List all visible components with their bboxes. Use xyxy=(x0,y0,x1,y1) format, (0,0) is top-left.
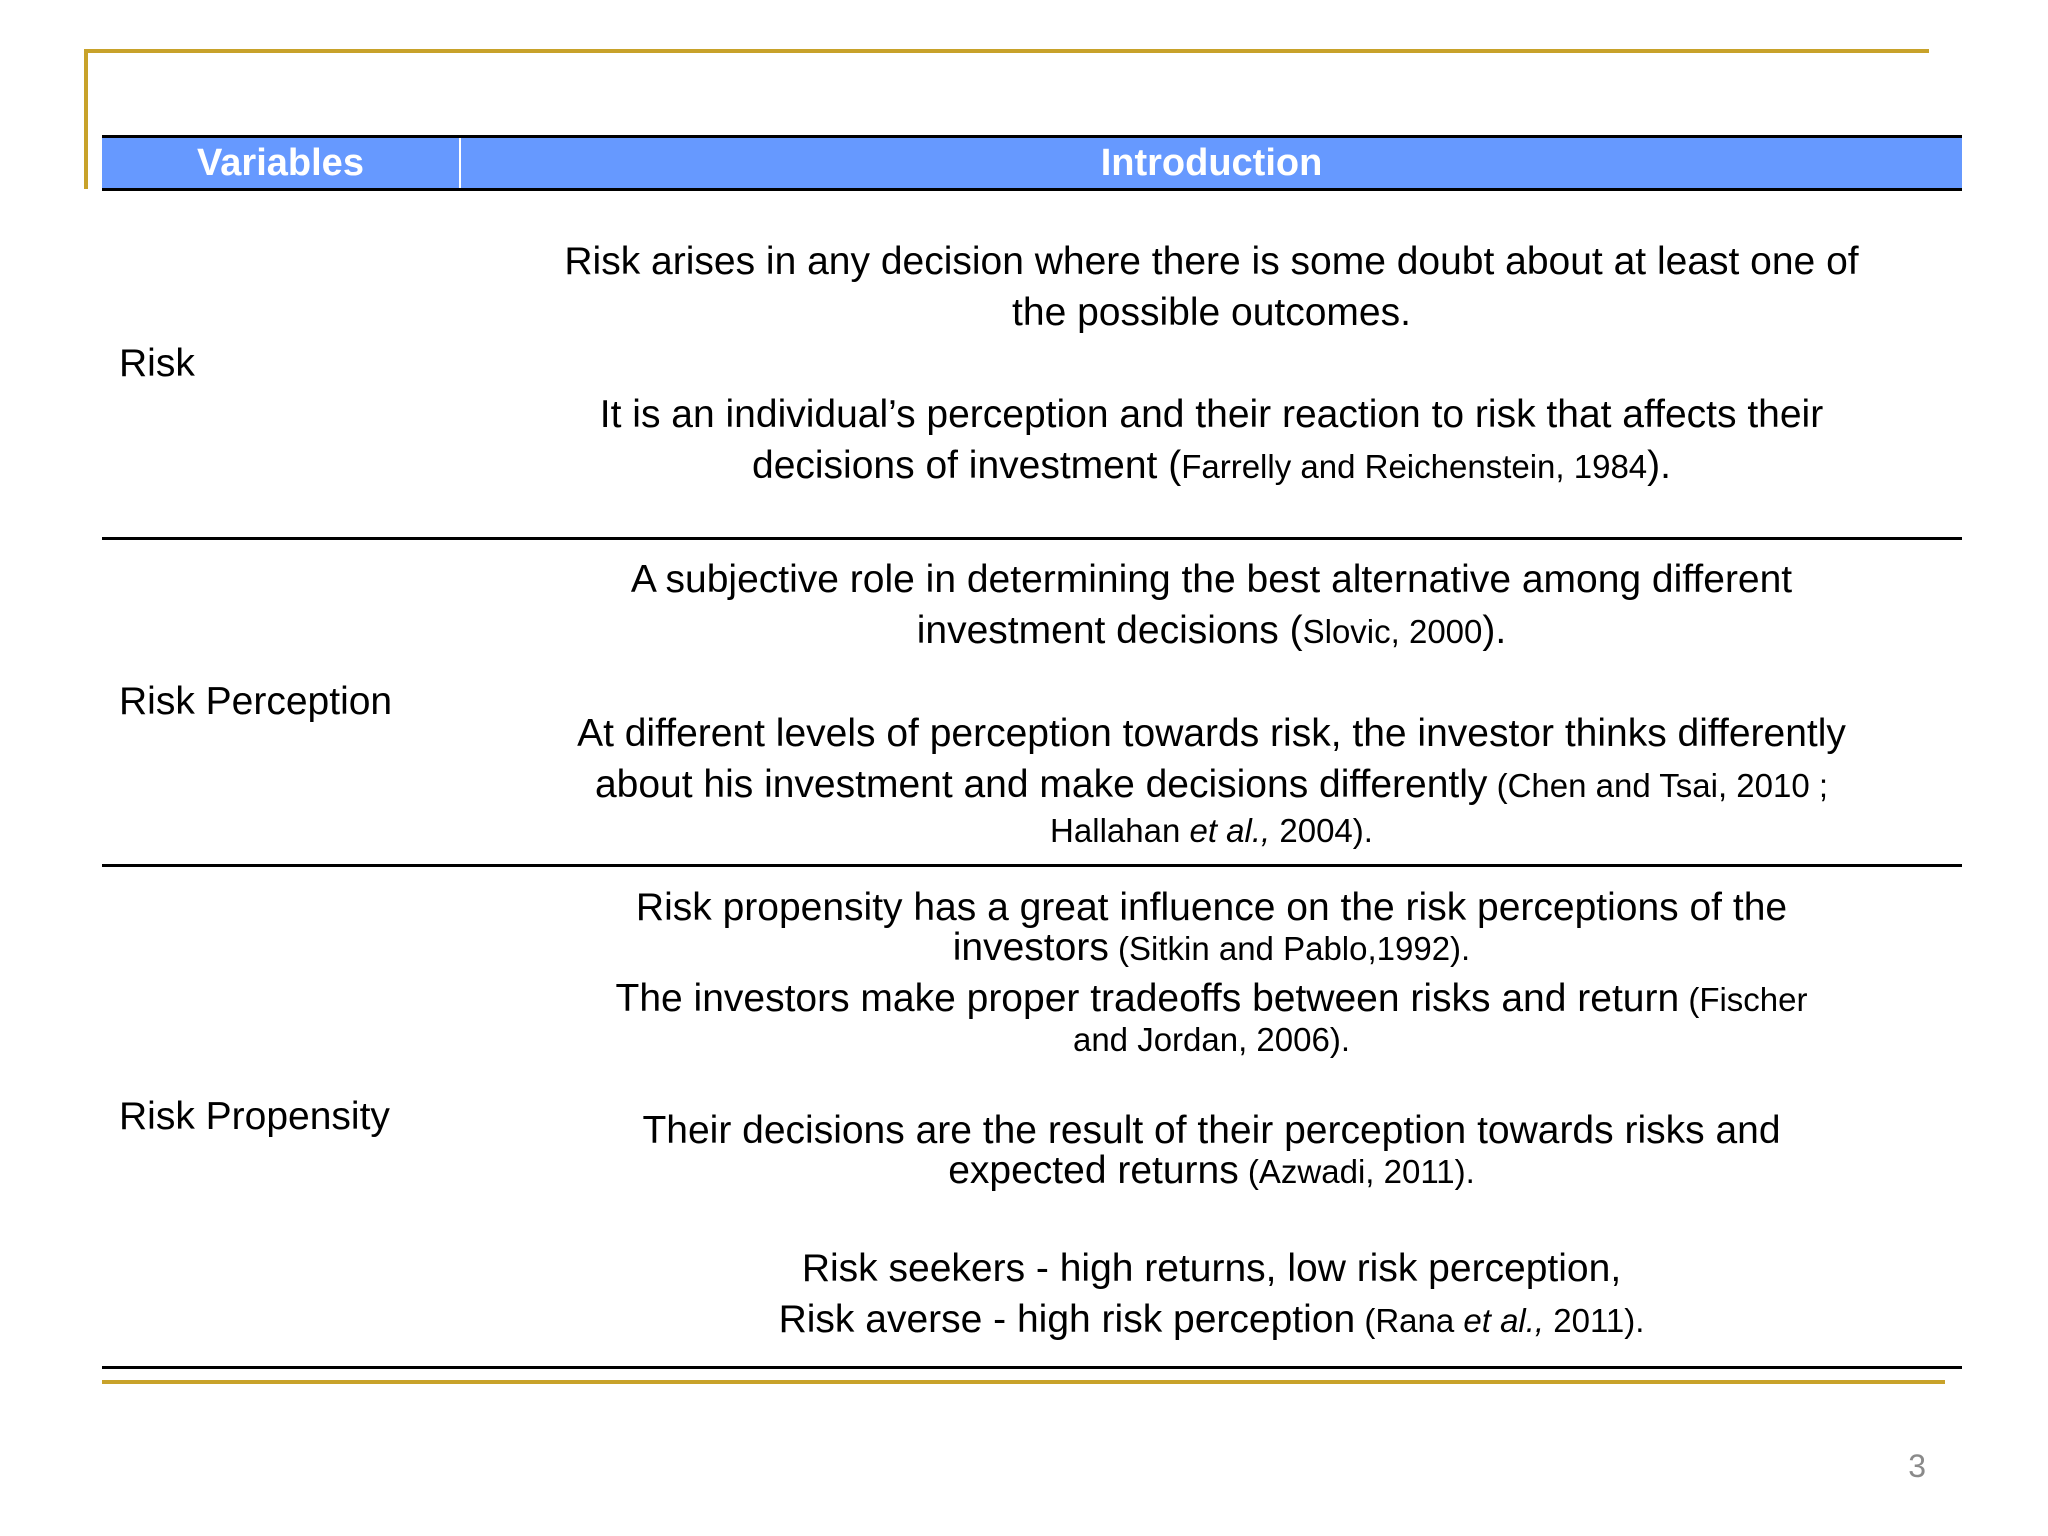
intro-line: decisions of investment ( xyxy=(752,444,1182,487)
citation-part: 2011). xyxy=(1544,1301,1645,1339)
citation-part: Hallahan xyxy=(1050,811,1190,849)
intro-text xyxy=(635,885,1788,969)
table-header xyxy=(102,135,1962,191)
intro-line: Risk averse - high risk perception xyxy=(778,1297,1356,1341)
citation: (Sitkin and Pablo,1992). xyxy=(1108,929,1471,967)
intro-line: Their decisions are the result of their perception towards risks and xyxy=(642,1108,1781,1152)
intro-text xyxy=(564,236,1858,338)
intro-line: At different levels of perception towards risk, the investor thinks differently xyxy=(577,711,1846,755)
intro-line: ). xyxy=(1647,444,1671,487)
intro-text xyxy=(600,389,1823,492)
intro-line: investors xyxy=(952,925,1109,969)
intro-line: the possible outcomes. xyxy=(1012,291,1411,334)
variables-table xyxy=(102,135,1962,1369)
citation-part: (Rana xyxy=(1355,1301,1464,1339)
citation xyxy=(1355,1302,1644,1339)
variable-cell-risk-perception: Risk Perception xyxy=(119,680,393,723)
intro-line: It is an individual’s perception and their reaction to risk that affects their xyxy=(599,393,1824,436)
citation xyxy=(1050,811,1373,851)
table-row xyxy=(102,867,1962,1369)
top-gold-rule xyxy=(84,49,1929,53)
intro-line: investment decisions ( xyxy=(916,608,1303,652)
intro-text xyxy=(631,554,1792,657)
header-introduction: Introduction xyxy=(1100,141,1323,184)
citation: Slovic, 2000 xyxy=(1302,612,1483,650)
variable-cell-risk: Risk xyxy=(119,342,195,385)
citation: (Fischer xyxy=(1679,980,1808,1018)
citation: (Azwadi, 2011). xyxy=(1238,1152,1475,1190)
introduction-cell-risk-propensity xyxy=(461,867,1962,1366)
intro-line: The investors make proper tradeoffs between risks and return xyxy=(615,976,1680,1020)
intro-line: Risk propensity has a great influence on the risk perceptions of the xyxy=(635,885,1788,929)
citation: and Jordan, 2006). xyxy=(1072,1020,1351,1058)
page-number: 3 xyxy=(1908,1448,1926,1484)
intro-text xyxy=(779,1243,1645,1346)
intro-text xyxy=(577,708,1846,811)
intro-line: Risk seekers - high returns, low risk perception, xyxy=(801,1246,1622,1290)
variable-cell-risk-propensity: Risk Propensity xyxy=(119,1094,390,1138)
intro-line: Risk arises in any decision where there is some doubt about at least one of xyxy=(564,240,1859,283)
table-row xyxy=(102,540,1962,867)
intro-text xyxy=(615,976,1808,1020)
citation: (Chen and Tsai, 2010 ; xyxy=(1487,766,1829,804)
header-variables: Variables xyxy=(102,138,461,188)
citation: Farrelly and Reichenstein, 1984 xyxy=(1181,448,1648,485)
left-gold-rule xyxy=(84,49,88,189)
introduction-cell-risk xyxy=(461,191,1962,537)
table-row xyxy=(102,191,1962,540)
citation-part: 2004). xyxy=(1270,811,1373,849)
intro-line: A subjective role in determining the best alternative among different xyxy=(630,557,1793,601)
introduction-cell-risk-perception xyxy=(461,540,1962,864)
intro-text xyxy=(642,1108,1781,1192)
intro-line: expected returns xyxy=(948,1148,1239,1192)
bottom-gold-rule xyxy=(102,1380,1945,1384)
intro-line: ). xyxy=(1482,608,1507,652)
intro-line: about his investment and make decisions differently xyxy=(594,762,1488,806)
citation-part: et al., xyxy=(1463,1301,1545,1339)
citation-part: et al., xyxy=(1189,811,1271,849)
